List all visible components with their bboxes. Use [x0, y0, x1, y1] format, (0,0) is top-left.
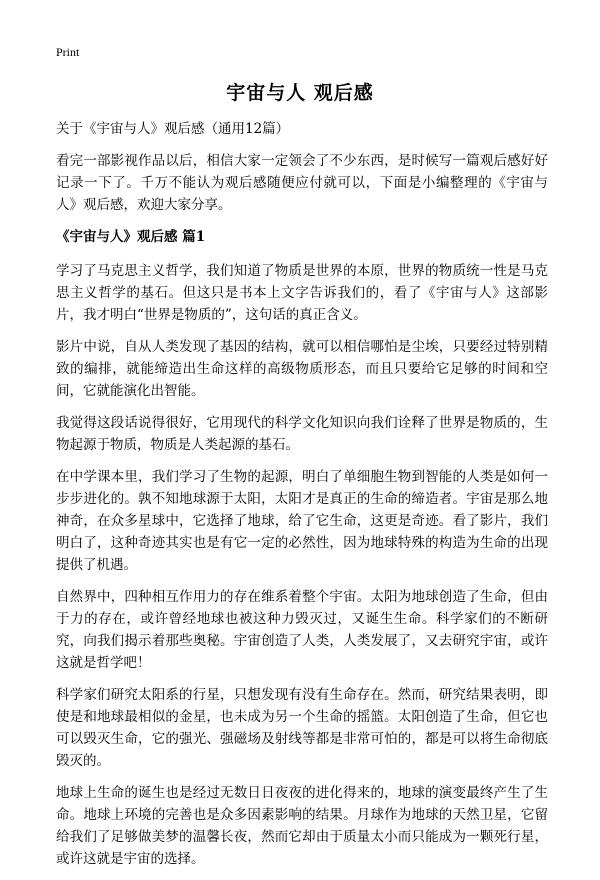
intro-paragraph: 看完一部影视作品以后，相信大家一定领会了不少东西，是时候写一篇观后感好好记录一下了。千万不能认为观后感随便应付就可以，下面是小编整理的《宇宙与人》观后感，欢迎大家分享。 — [56, 153, 548, 213]
body-paragraph: 学习了马克思主义哲学，我们知道了物质是世界的本原，世界的物质统一性是马克思主义哲学的基石。但这只是书本上文字告诉我们的，看了《宇宙与人》这部影片，我才明白“世界是物质的”，这句话的真正含义。 — [56, 263, 548, 323]
body-paragraph: 科学家们研究太阳系的行星，只想发现有没有生命存在。然而，研究结果表明，即使是和地球最相似的金星，也未成为另一个生命的摇篮。太阳创造了生命，但它也可以毁灭生命，它的强光、强磁场及射线等都是非常可怕的，都是可以将生命彻底毁灭的。 — [56, 687, 548, 769]
print-link[interactable]: Print — [56, 45, 80, 59]
article-body — [56, 118, 548, 880]
article-subtitle: 关于《宇宙与人》观后感（通用12篇） — [56, 121, 290, 137]
body-paragraph: 自然界中，四种相互作用力的存在维系着整个宇宙。太阳为地球创造了生命，但由于力的存在，或许曾经地球也被这种力毁灭过，又诞生生命。科学家们的不断研究，向我们揭示着那些奥秘。宇宙创造了人类，人类发展了，又去研究宇宙，或许这就是哲学吧！ — [56, 589, 548, 671]
section-heading: 《宇宙与人》观后感 篇1 — [56, 229, 206, 245]
page-title: 宇宙与人 观后感 — [226, 82, 374, 104]
body-paragraph: 在中学课本里，我们学习了生物的起源，明白了单细胞生物到智能的人类是如何一步步进化的。孰不知地球源于太阳，太阳才是真正的生命的缔造者。宇宙是那么地神奇，在众多星球中，它选择了地球，给了它生命，这更是奇迹。看了影片，我们明白了，这种奇迹其实也是有它一定的必然性，因为地球特殊的构造为生命的出现提供了机遇。 — [56, 469, 548, 573]
body-paragraph: 地球上生命的诞生也是经过无数日日夜夜的进化得来的，地球的演变最终产生了生命。地球上环境的完善也是众多因素影响的结果。月球作为地球的天然卫星，它留给我们了足够做美梦的温馨长夜，然而它却由于质量太小而只能成为一颗死行星，或许这就是宇宙的选择。 — [56, 785, 548, 867]
body-paragraph: 我觉得这段话说得很好，它用现代的科学文化知识向我们诠释了世界是物质的，生物起源于物质，物质是人类起源的基石。 — [56, 415, 548, 453]
body-paragraph: 影片中说，自从人类发现了基因的结构，就可以相信哪怕是尘埃，只要经过特别精致的编排，就能缔造出生命这样的高级物质形态，而且只要给它足够的时间和空间，它就能演化出智能。 — [56, 339, 548, 399]
